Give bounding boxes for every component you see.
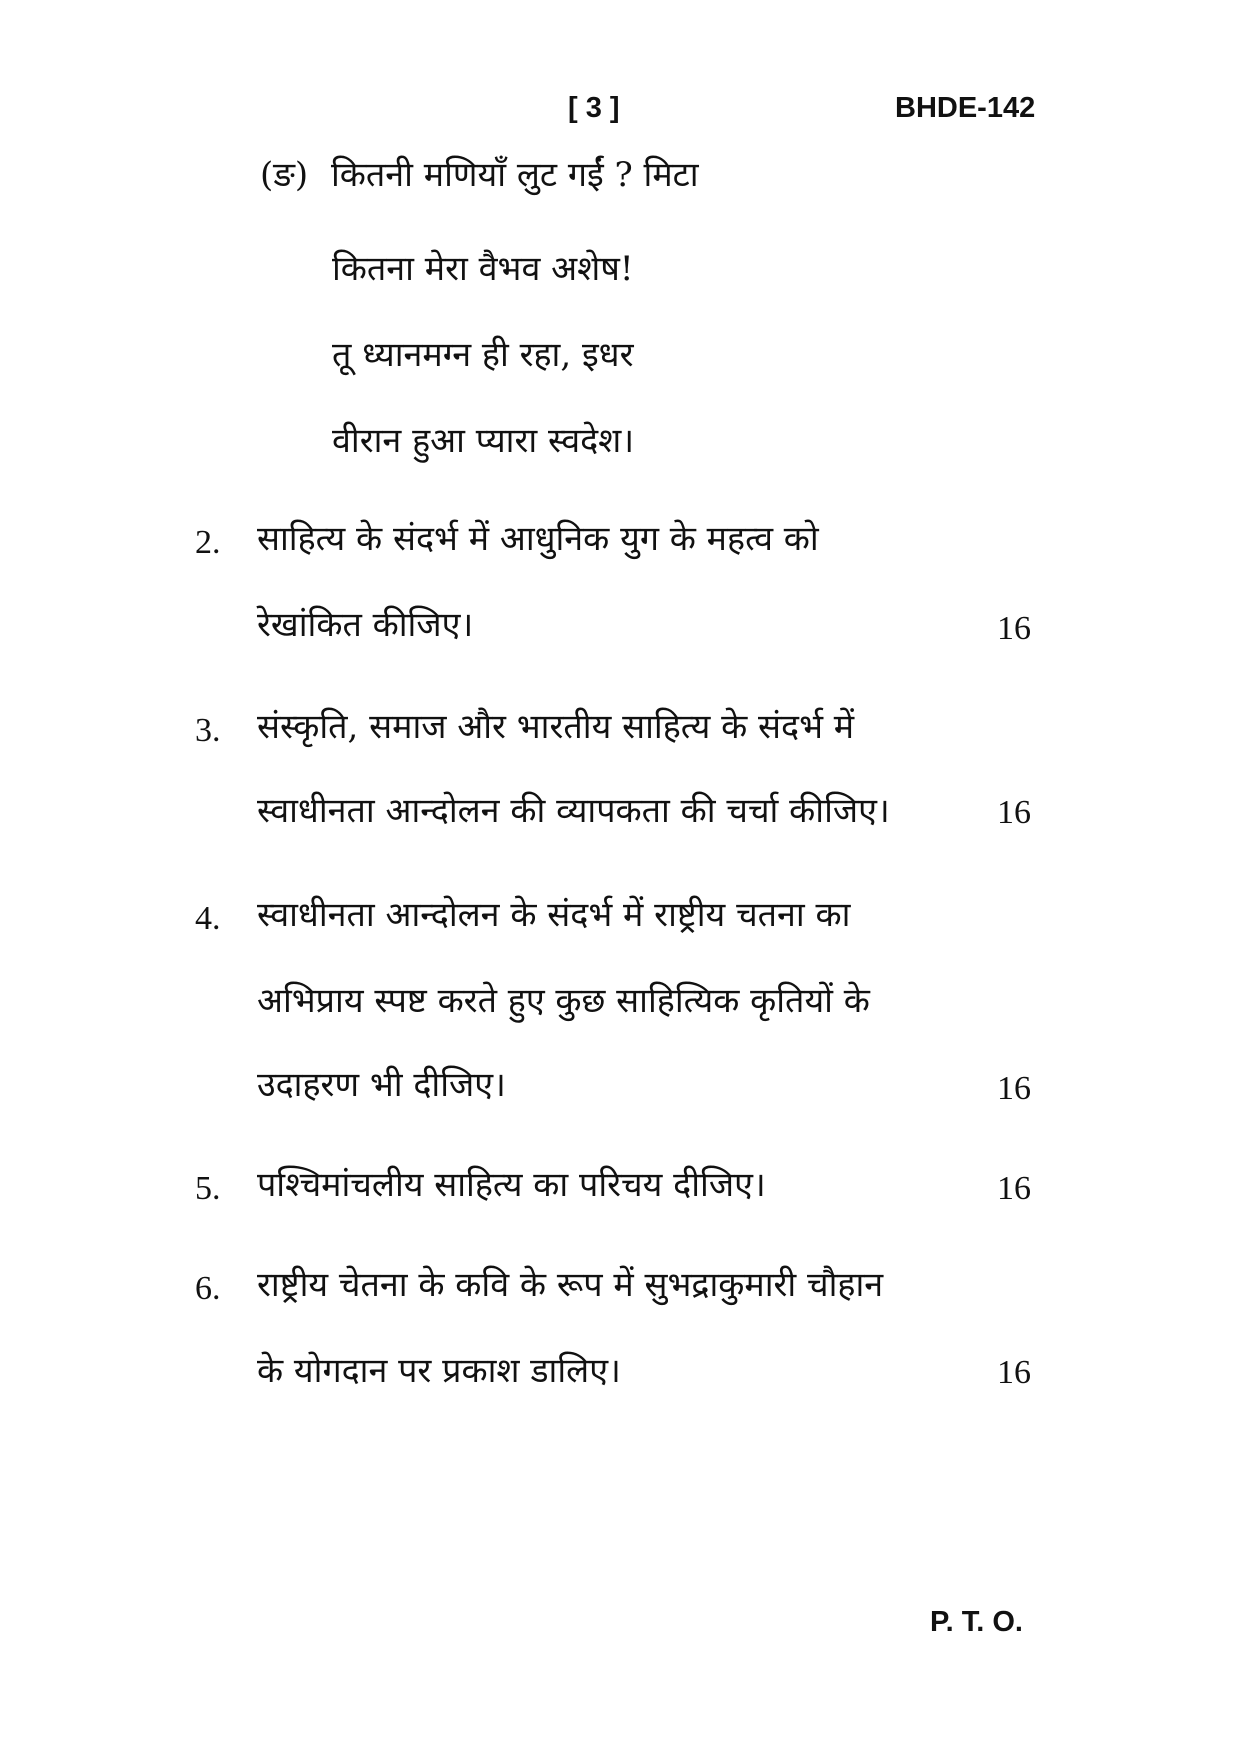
poem-line-4: वीरान हुआ प्यारा स्वदेश। [332,421,635,461]
question-number: 6. [195,1270,221,1307]
marks: 16 [997,1070,1031,1107]
paper-code: BHDE-142 [895,92,1036,124]
page-number: [ 3 ] [568,92,620,124]
poem-line-3: तू ध्यानमग्न ही रहा, इधर [332,335,634,375]
question-line: उदाहरण भी दीजिए। [257,1065,506,1105]
poem-label: (ङ) [260,155,309,195]
marks: 16 [997,1354,1031,1391]
question-number: 3. [195,712,221,749]
marks: 16 [997,794,1031,831]
poem-line-2: कितना मेरा वैभव अशेष! [332,249,634,289]
question-line: साहित्य के संदर्भ में आधुनिक युग के महत्व को [257,519,819,559]
question-line: अभिप्राय स्पष्ट करते हुए कुछ साहित्यिक कृतियों के [257,981,870,1021]
question-line: के योगदान पर प्रकाश डालिए। [257,1351,621,1391]
question-line: पश्चिमांचलीय साहित्य का परिचय दीजिए। [257,1165,766,1205]
poem-line-1 [260,155,699,195]
marks: 16 [997,610,1031,647]
question-number: 4. [195,900,221,937]
question-number: 5. [195,1170,221,1207]
marks: 16 [997,1170,1031,1207]
question-line: राष्ट्रीय चेतना के कवि के रूप में सुभद्राकुमारी चौहान [257,1265,884,1305]
pto-label: P. T. O. [930,1606,1023,1638]
poem-text: कितनी मणियाँ लुट गईं ? मिटा [331,155,699,195]
question-number: 2. [195,524,221,561]
question-line: स्वाधीनता आन्दोलन की व्यापकता की चर्चा कीजिए। [257,791,890,831]
question-line: रेखांकित कीजिए। [257,605,474,645]
question-line: स्वाधीनता आन्दोलन के संदर्भ में राष्ट्रीय चतना का [257,895,851,935]
question-line: संस्कृति, समाज और भारतीय साहित्य के संदर्भ में [257,707,855,747]
